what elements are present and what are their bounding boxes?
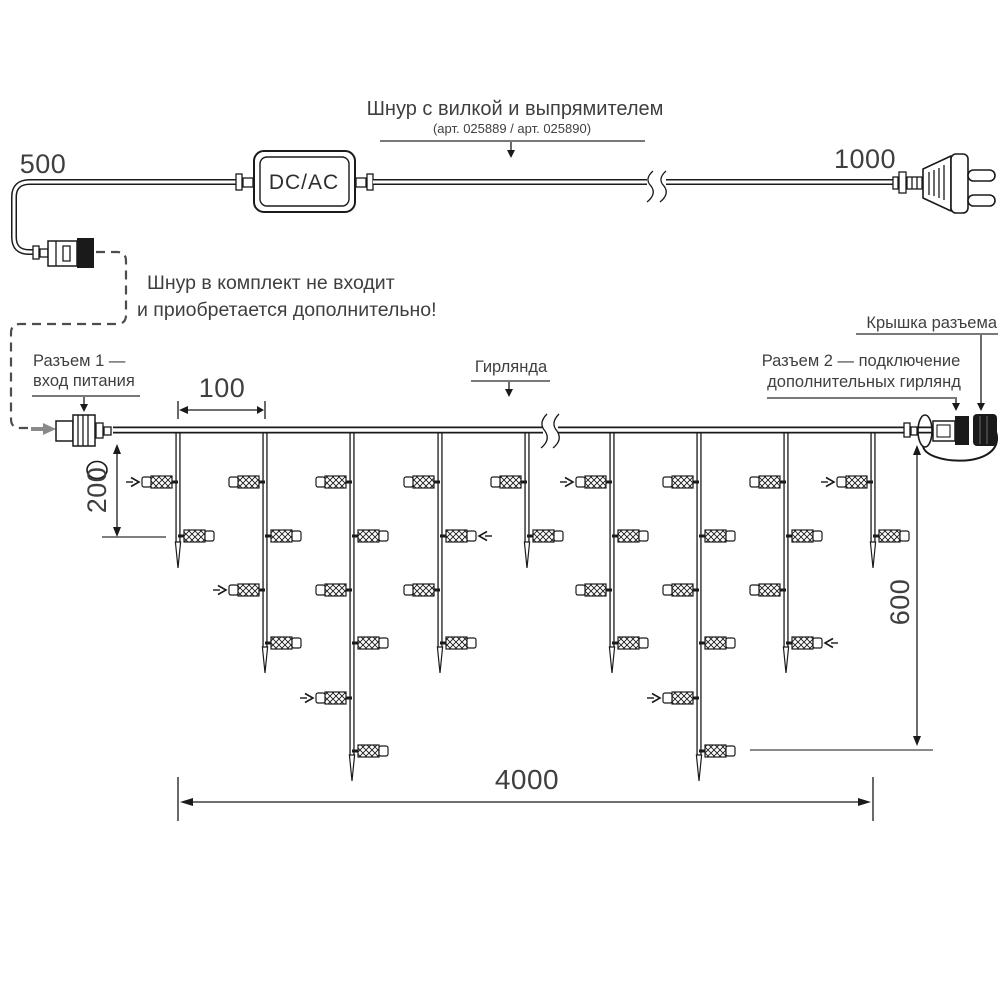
led-bulb (672, 692, 693, 704)
down-arrow-icon (952, 403, 960, 411)
bulb-cap (813, 638, 822, 648)
icicle-drop (126, 430, 214, 568)
dashed-connection-path (11, 252, 126, 428)
right-arrow-icon (43, 423, 56, 435)
cord-title: Шнур с вилкой и выпрямителем (366, 98, 664, 120)
led-bulb (358, 530, 379, 542)
cord-black-cap (77, 238, 94, 268)
bulb-cap (837, 477, 846, 487)
dcac-converter (236, 151, 373, 212)
led-bulb (358, 745, 379, 757)
dim-600-group (750, 445, 933, 750)
led-bulb (879, 530, 900, 542)
drop-tip (783, 647, 788, 673)
bulb-cap (292, 638, 301, 648)
icicle-drop (404, 430, 492, 673)
note-line2: и приобретается дополнительно! (137, 299, 437, 321)
dim-1000: 1000 (833, 144, 897, 174)
bulb-cap (316, 585, 325, 595)
led-bulb (792, 530, 813, 542)
led-bulb (759, 584, 780, 596)
icicle-drop (821, 430, 909, 568)
bulb-cap (663, 693, 672, 703)
led-bulb (846, 476, 867, 488)
led-bulb (759, 476, 780, 488)
icicle-drops (126, 430, 909, 781)
cap-label: Крышка разъема (866, 314, 997, 332)
led-bulb (446, 637, 467, 649)
bulb-cap (726, 638, 735, 648)
icicle-drop (750, 430, 838, 673)
icicle-drop (647, 430, 735, 781)
led-bulb (238, 476, 259, 488)
down-arrow-icon (977, 403, 985, 411)
dim-4000: 4000 (494, 764, 560, 795)
garland-labels (32, 314, 998, 412)
dim-4000-group (178, 764, 873, 821)
led-bulb (358, 637, 379, 649)
bulb-cap (467, 531, 476, 541)
led-bulb (238, 584, 259, 596)
dim-100: 100 (198, 373, 246, 403)
led-bulb (705, 530, 726, 542)
bulb-cap (750, 477, 759, 487)
bulb-cap (639, 638, 648, 648)
led-bulb (705, 745, 726, 757)
bulb-cap (379, 638, 388, 648)
plug-prong (968, 170, 995, 181)
bulb-cap (404, 477, 413, 487)
bulb-cap (404, 585, 413, 595)
bulb-cap (467, 638, 476, 648)
mains-plug (893, 154, 995, 213)
dim-100-group (178, 373, 265, 419)
drop-tip (175, 542, 180, 568)
bulb-cap (316, 477, 325, 487)
bulb-cap (292, 531, 301, 541)
plug-prong (968, 195, 995, 206)
connector1-label-line2: вход питания (33, 372, 135, 390)
led-bulb (413, 476, 434, 488)
bulb-cap (576, 477, 585, 487)
bulb-cap (813, 531, 822, 541)
icicle-drop (560, 430, 648, 673)
drop-tip (696, 755, 701, 781)
drop-tip (870, 542, 875, 568)
connector-cap (973, 414, 997, 446)
led-bulb (585, 584, 606, 596)
dim-500: 500 (19, 149, 67, 179)
cord-end-connector (33, 238, 94, 268)
led-bulb (446, 530, 467, 542)
led-bulb (325, 476, 346, 488)
down-arrow-icon (505, 389, 513, 397)
dim-200-group (82, 444, 166, 537)
garland-break-symbol (541, 414, 559, 448)
dcac-label: DC/AC (268, 171, 340, 194)
garland-label: Гирлянда (474, 358, 548, 376)
connector1-label-line1: Разъем 1 — (33, 352, 126, 370)
led-bulb (705, 637, 726, 649)
bulb-cap (229, 477, 238, 487)
bulb-cap (205, 531, 214, 541)
bulb-cap (750, 585, 759, 595)
bulb-cap (316, 693, 325, 703)
led-bulb (413, 584, 434, 596)
bulb-cap (900, 531, 909, 541)
bulb-cap (663, 477, 672, 487)
led-bulb (325, 584, 346, 596)
bulb-cap (379, 746, 388, 756)
led-bulb (618, 637, 639, 649)
led-bulb (500, 476, 521, 488)
drop-tip (437, 647, 442, 673)
drop-tip (524, 542, 529, 568)
led-bulb (271, 530, 292, 542)
led-bulb (184, 530, 205, 542)
bulb-cap (554, 531, 563, 541)
bulb-cap (726, 531, 735, 541)
connector2-label-line1: Разъем 2 — подключение (761, 352, 961, 370)
led-bulb (533, 530, 554, 542)
power-input-arrow (31, 423, 56, 435)
bulb-cap (576, 585, 585, 595)
led-bulb (271, 637, 292, 649)
bulb-cap (142, 477, 151, 487)
cord-articles: (арт. 025889 / арт. 025890) (432, 121, 592, 136)
drop-tip (349, 755, 354, 781)
note-line1: Шнур в комплект не входит (147, 272, 395, 294)
led-bulb (618, 530, 639, 542)
led-bulb (672, 584, 693, 596)
cord-break-symbol (647, 171, 666, 202)
icicle-drop (213, 430, 301, 673)
connector2-label-line2: дополнительных гирлянд (767, 373, 961, 391)
icicle-drop (300, 430, 388, 781)
bulb-cap (726, 746, 735, 756)
dim-200: 200 (82, 466, 112, 514)
drop-tip (262, 647, 267, 673)
bulb-cap (491, 477, 500, 487)
led-bulb (151, 476, 172, 488)
led-bulb (792, 637, 813, 649)
bulb-cap (379, 531, 388, 541)
drop-tip (609, 647, 614, 673)
bulb-cap (229, 585, 238, 595)
down-arrow-icon (80, 404, 88, 412)
icicle-drop (491, 430, 563, 568)
down-arrow-icon (507, 150, 515, 158)
bulb-cap (663, 585, 672, 595)
led-bulb (672, 476, 693, 488)
led-bulb (325, 692, 346, 704)
garland-assembly (31, 373, 997, 821)
led-bulb (585, 476, 606, 488)
dim-600: 600 (885, 578, 915, 626)
bulb-cap (639, 531, 648, 541)
